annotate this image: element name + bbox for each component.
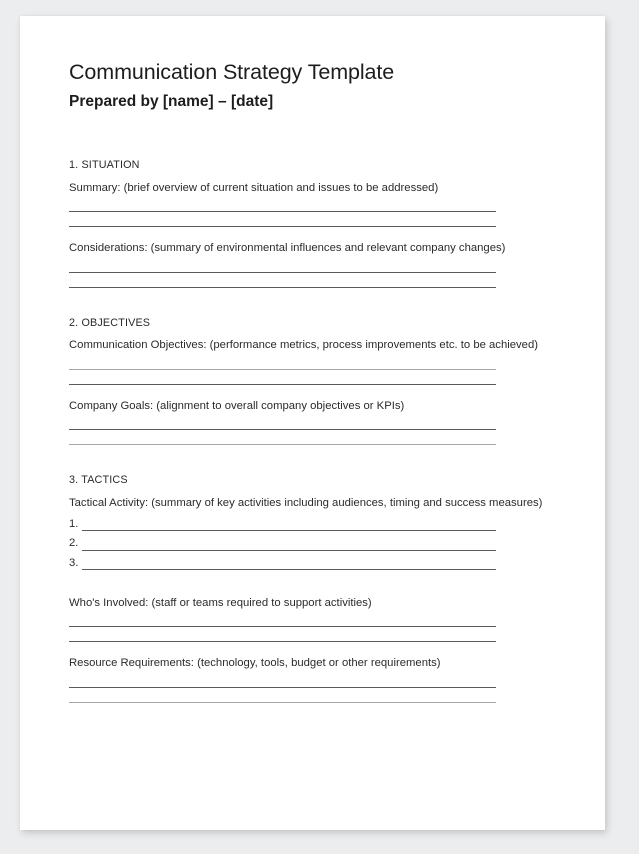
- prompt-considerations: Considerations: (summary of environmental influences and relevant company changes): [69, 242, 506, 255]
- prompt-tactical-activity: Tactical Activity: (summary of key activities including audiences, timing and success measures): [69, 496, 543, 509]
- answer-line[interactable]: [69, 641, 496, 642]
- list-number: 3.: [69, 556, 79, 569]
- numbered-answer-row: [69, 519, 575, 531]
- section-objectives: [69, 316, 575, 445]
- prompt-company-goals: Company Goals: (alignment to overall company objectives or KPIs): [69, 399, 405, 412]
- prompt-summary: Summary: (brief overview of current situation and issues to be addressed): [69, 181, 439, 194]
- section-spacer: [69, 288, 575, 316]
- answer-line[interactable]: [69, 211, 496, 212]
- answer-line[interactable]: [69, 702, 496, 703]
- prompt-whos-involved: Who's Involved: (staff or teams required to support activities): [69, 597, 372, 609]
- prompt-communication-objectives: Communication Objectives: (performance metrics, process improvements etc. to be achieved): [69, 339, 539, 352]
- answer-line[interactable]: [69, 369, 496, 370]
- answer-line[interactable]: [69, 226, 496, 227]
- answer-line[interactable]: [82, 530, 496, 531]
- list-number: 2.: [69, 537, 79, 550]
- answer-line[interactable]: [69, 429, 496, 430]
- list-number: 1.: [69, 518, 79, 531]
- numbered-answer-row: [69, 558, 575, 570]
- page-subtitle: Prepared by [name] – [date]: [69, 92, 274, 110]
- header-spacer: [69, 111, 575, 158]
- document-content: [69, 60, 575, 810]
- prompt-resource-requirements: Resource Requirements: (technology, tools, budget or other requirements): [69, 657, 441, 670]
- section-heading-tactics: 3. TACTICS: [69, 474, 128, 487]
- page-title: Communication Strategy Template: [69, 60, 395, 84]
- answer-line[interactable]: [82, 569, 496, 570]
- answer-lines-considerations: [69, 272, 575, 288]
- answer-line[interactable]: [82, 550, 496, 551]
- answer-lines-communication-objectives: [69, 369, 575, 385]
- numbered-answer-row: [69, 538, 575, 550]
- answer-line[interactable]: [69, 626, 496, 627]
- answer-line[interactable]: [69, 384, 496, 385]
- document-page-container: [20, 16, 605, 830]
- section-spacer: [69, 445, 575, 473]
- answer-lines-company-goals: [69, 429, 575, 445]
- answer-lines-whos-involved: [69, 626, 575, 642]
- answer-line[interactable]: [69, 272, 496, 273]
- section-tactics: [69, 473, 575, 703]
- document-page: [20, 16, 605, 830]
- answer-line[interactable]: [69, 687, 496, 688]
- answer-lines-resource-requirements: [69, 687, 575, 703]
- section-heading-objectives: 2. OBJECTIVES: [69, 316, 151, 329]
- section-situation: [69, 158, 575, 287]
- section-heading-situation: 1. SITUATION: [69, 159, 140, 172]
- answer-lines-summary: [69, 211, 575, 227]
